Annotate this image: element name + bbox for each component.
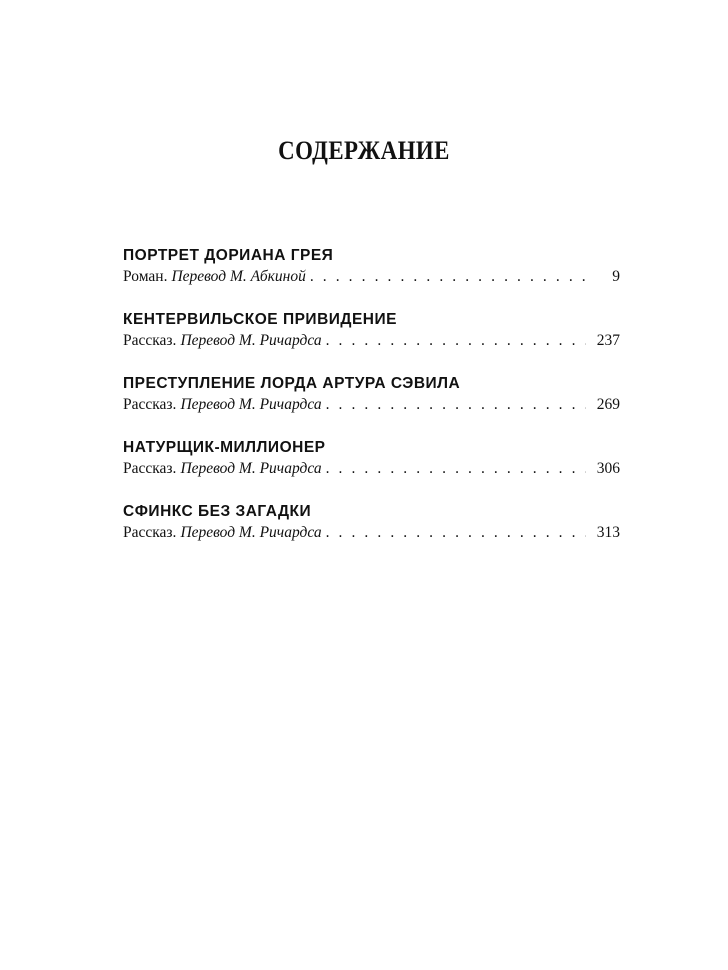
entry-translator: Перевод М. Ричардса <box>180 524 322 541</box>
page-title: СОДЕРЖАНИЕ <box>278 136 450 165</box>
entry-genre: Рассказ. <box>123 524 177 541</box>
entry-details <box>123 522 620 543</box>
entry-genre: Рассказ. <box>123 332 177 349</box>
dot-leader <box>310 266 586 287</box>
table-of-contents <box>123 246 620 566</box>
toc-entry <box>123 246 620 287</box>
toc-entry <box>123 374 620 415</box>
entry-translator: Перевод М. Абкиной <box>171 268 306 285</box>
entry-page-number: 9 <box>612 268 620 285</box>
entry-translator: Перевод М. Ричардса <box>180 460 322 477</box>
toc-entry <box>123 438 620 479</box>
entry-details <box>123 330 620 351</box>
entry-page-number: 269 <box>596 396 620 413</box>
entry-genre: Роман. <box>123 268 168 285</box>
entry-title: КЕНТЕРВИЛЬСКОЕ ПРИВИДЕНИЕ <box>123 311 397 328</box>
toc-entry <box>123 502 620 543</box>
entry-title: СФИНКС БЕЗ ЗАГАДКИ <box>123 503 312 520</box>
entry-page-number: 237 <box>596 332 620 349</box>
entry-title: ПОРТРЕТ ДОРИАНА ГРЕЯ <box>123 247 334 264</box>
entry-translator: Перевод М. Ричардса <box>180 332 322 349</box>
entry-page-number: 306 <box>596 460 620 477</box>
entry-page-number: 313 <box>596 524 620 541</box>
dot-leader <box>326 522 586 543</box>
entry-genre: Рассказ. <box>123 396 177 413</box>
dot-leader <box>326 330 586 351</box>
entry-genre: Рассказ. <box>123 460 177 477</box>
entry-details <box>123 394 620 415</box>
toc-entry <box>123 310 620 351</box>
entry-title: НАТУРЩИК-МИЛЛИОНЕР <box>123 439 326 456</box>
entry-details <box>123 266 620 287</box>
dot-leader <box>326 394 586 415</box>
entry-details <box>123 458 620 479</box>
dot-leader <box>326 458 586 479</box>
entry-translator: Перевод М. Ричардса <box>180 396 322 413</box>
entry-title: ПРЕСТУПЛЕНИЕ ЛОРДА АРТУРА СЭВИЛА <box>123 375 461 392</box>
